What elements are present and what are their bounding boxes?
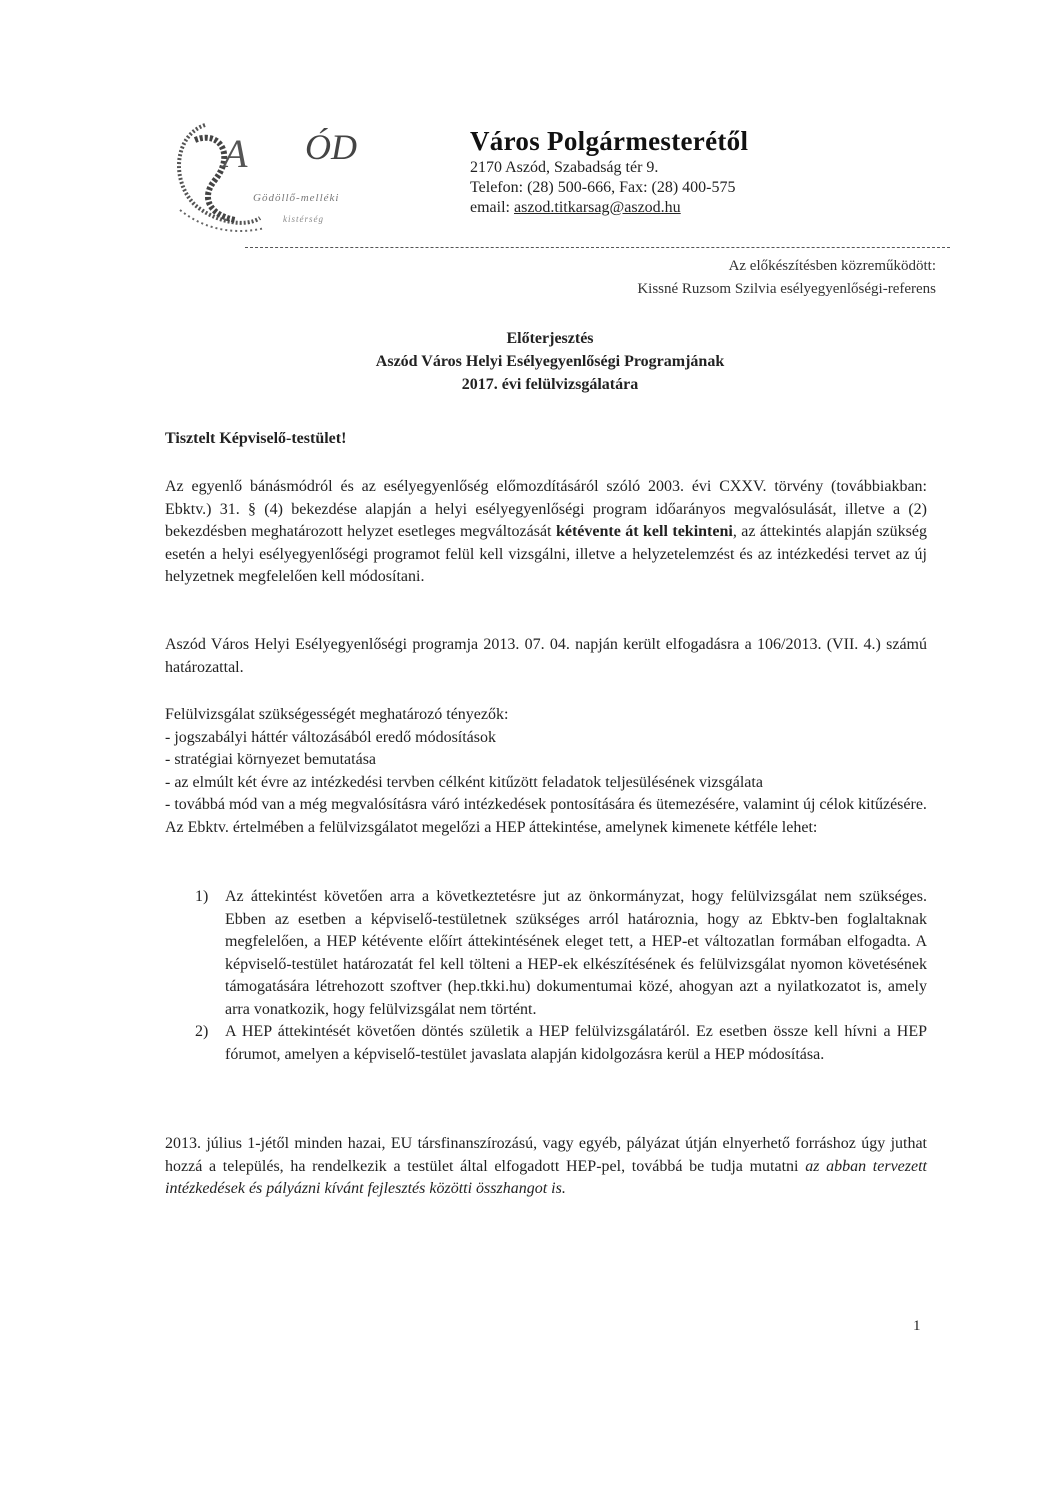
factor-item: - stratégiai környezet bemutatása <box>165 751 377 768</box>
letterhead-address: 2170 Aszód, Szabadság tér 9. <box>470 159 659 176</box>
paragraph-1-text-b: , az áttekintés alapján szükség esetén a helyi esélyegyenlőségi programot felül kell vizsgálni, illetve a helyzetelemzést és az intézkedési tervet az új helyzetnek megfelelően kell módosítani. <box>165 523 927 585</box>
paragraph-adoption: Aszód Város Helyi Esélyegyenlőségi programja 2013. 07. 04. napján került elfogadásra a 106/2013. (VII. 4.) számú határozattal. <box>165 636 927 676</box>
document-title-line-1: Előterjesztés <box>506 330 594 347</box>
preparation-note <box>637 255 936 301</box>
outcome-text: A HEP áttekintését követően döntés születik a HEP felülvizsgálatáról. Ez esetben össze kell hívni a HEP fórumot, amelyen a képviselő-testület javaslata alapján kidolgozásra kerül a HEP módosítása. <box>225 1023 927 1063</box>
factors-intro: Az Ebktv. értelmében a felülvizsgálatot megelőzi a HEP áttekintése, amelynek kimenete kétféle lehet: <box>165 818 818 836</box>
paragraph-4-text: 2013. július 1-jétől minden hazai, EU társfinanszírozású, vagy egyéb, pályázat útján elnyerhető forráshoz úgy juthat hozzá a település, ha rendelkezik a testület által elfogadott HEP-pel, továbbá be tudja mutatni <box>165 1135 927 1175</box>
document-title-line-2: Aszód Város Helyi Esélyegyenlőségi Programjának <box>375 353 725 370</box>
logo-subtitle-2: kistérség <box>283 214 324 224</box>
paragraph-1-text-a: Az egyenlő bánásmódról és az esélyegyenlőség előmozdításáról szóló 2003. évi CXXV. törvény (továbbiakban: Ebktv.) 31. § (4) bekezdése alapján a helyi esélyegyenlőségi program időarányos megvalósulását, illetve a (2) bekezdésben meghatározott helyzet esetleges megváltozását <box>165 478 927 540</box>
logo-letter-a: A <box>223 131 248 176</box>
paragraph-legal-basis <box>165 476 927 589</box>
logo-subtitle-1: Gödöllő-melléki <box>253 192 340 204</box>
email-label: email: <box>470 199 514 216</box>
document-title-line-3: 2017. évi felülvizsgálatára <box>461 376 639 393</box>
municipality-logo <box>165 110 395 240</box>
outcome-text: Az áttekintést követően arra a következtetésre jut az önkormányzat, hogy felülvizsgálat nem szükséges. Ebben az esetben a képviselő-testületnek szükséges arról határoznia, hogy az Ebktv-ben foglaltaknak megfelelően, a HEP kétévente előírt áttekintésének eleget tett, a HEP-et változatlan formában elfogadta. A képviselő-testület határozatát fel kell tölteni a HEP-ek elkészítésének és felülvizsgálat nyomon követésének támogatására létrehozott szoftver (hep.tkki.hu) dokumentumai közé, ahogyan azt a nyilatkozatot is, amely arra vonatkozik, hogy felülvizsgálat nem történt. <box>225 888 927 1018</box>
factors-section <box>165 704 927 839</box>
preparation-label: Az előkészítésben közreműködött: <box>728 258 936 274</box>
outcome-number: 1) <box>195 888 209 905</box>
salutation: Tisztelt Képviselő-testület! <box>165 430 347 447</box>
paragraph-4-italic: az abban tervezett intézkedések és pályázni kívánt fejlesztés közötti összhangot is. <box>165 1157 927 1197</box>
letterhead-email <box>470 198 748 218</box>
factors-heading: Felülvizsgálat szükségességét meghatározó tényezők: <box>165 706 509 723</box>
factor-item: - továbbá mód van a még megvalósításra váró intézkedések pontosítására és ütemezésére, valamint új célok kitűzésére. <box>165 796 927 813</box>
paragraph-funding <box>165 1133 927 1201</box>
preparation-person: Kissné Ruzsom Szilvia esélyegyenlőségi-referens <box>637 281 936 297</box>
paragraph-1-bold: kétévente át kell tekinteni <box>555 523 733 540</box>
outcomes-list <box>195 886 927 1066</box>
factor-item: - az elmúlt két évre az intézkedési tervben célként kitűzött feladatok teljesülésének vizsgálata <box>165 773 763 791</box>
letterhead-phone-fax: Telefon: (28) 500-666, Fax: (28) 400-575 <box>470 179 736 196</box>
letterhead <box>470 124 748 218</box>
header-divider <box>245 247 950 248</box>
outcome-number: 2) <box>195 1023 209 1040</box>
document-title <box>150 327 950 396</box>
logo-emblem-icon <box>165 110 395 240</box>
page-number: 1 <box>913 1318 921 1334</box>
email-link[interactable]: aszod.titkarsag@aszod.hu <box>513 199 681 216</box>
outcome-item <box>195 886 927 1021</box>
outcome-item <box>195 1021 927 1066</box>
logo-letter-od: ÓD <box>305 127 357 167</box>
letterhead-title: Város Polgármesterétől <box>470 126 749 156</box>
factor-item: - jogszabályi háttér változásából eredő módosítások <box>165 728 497 746</box>
